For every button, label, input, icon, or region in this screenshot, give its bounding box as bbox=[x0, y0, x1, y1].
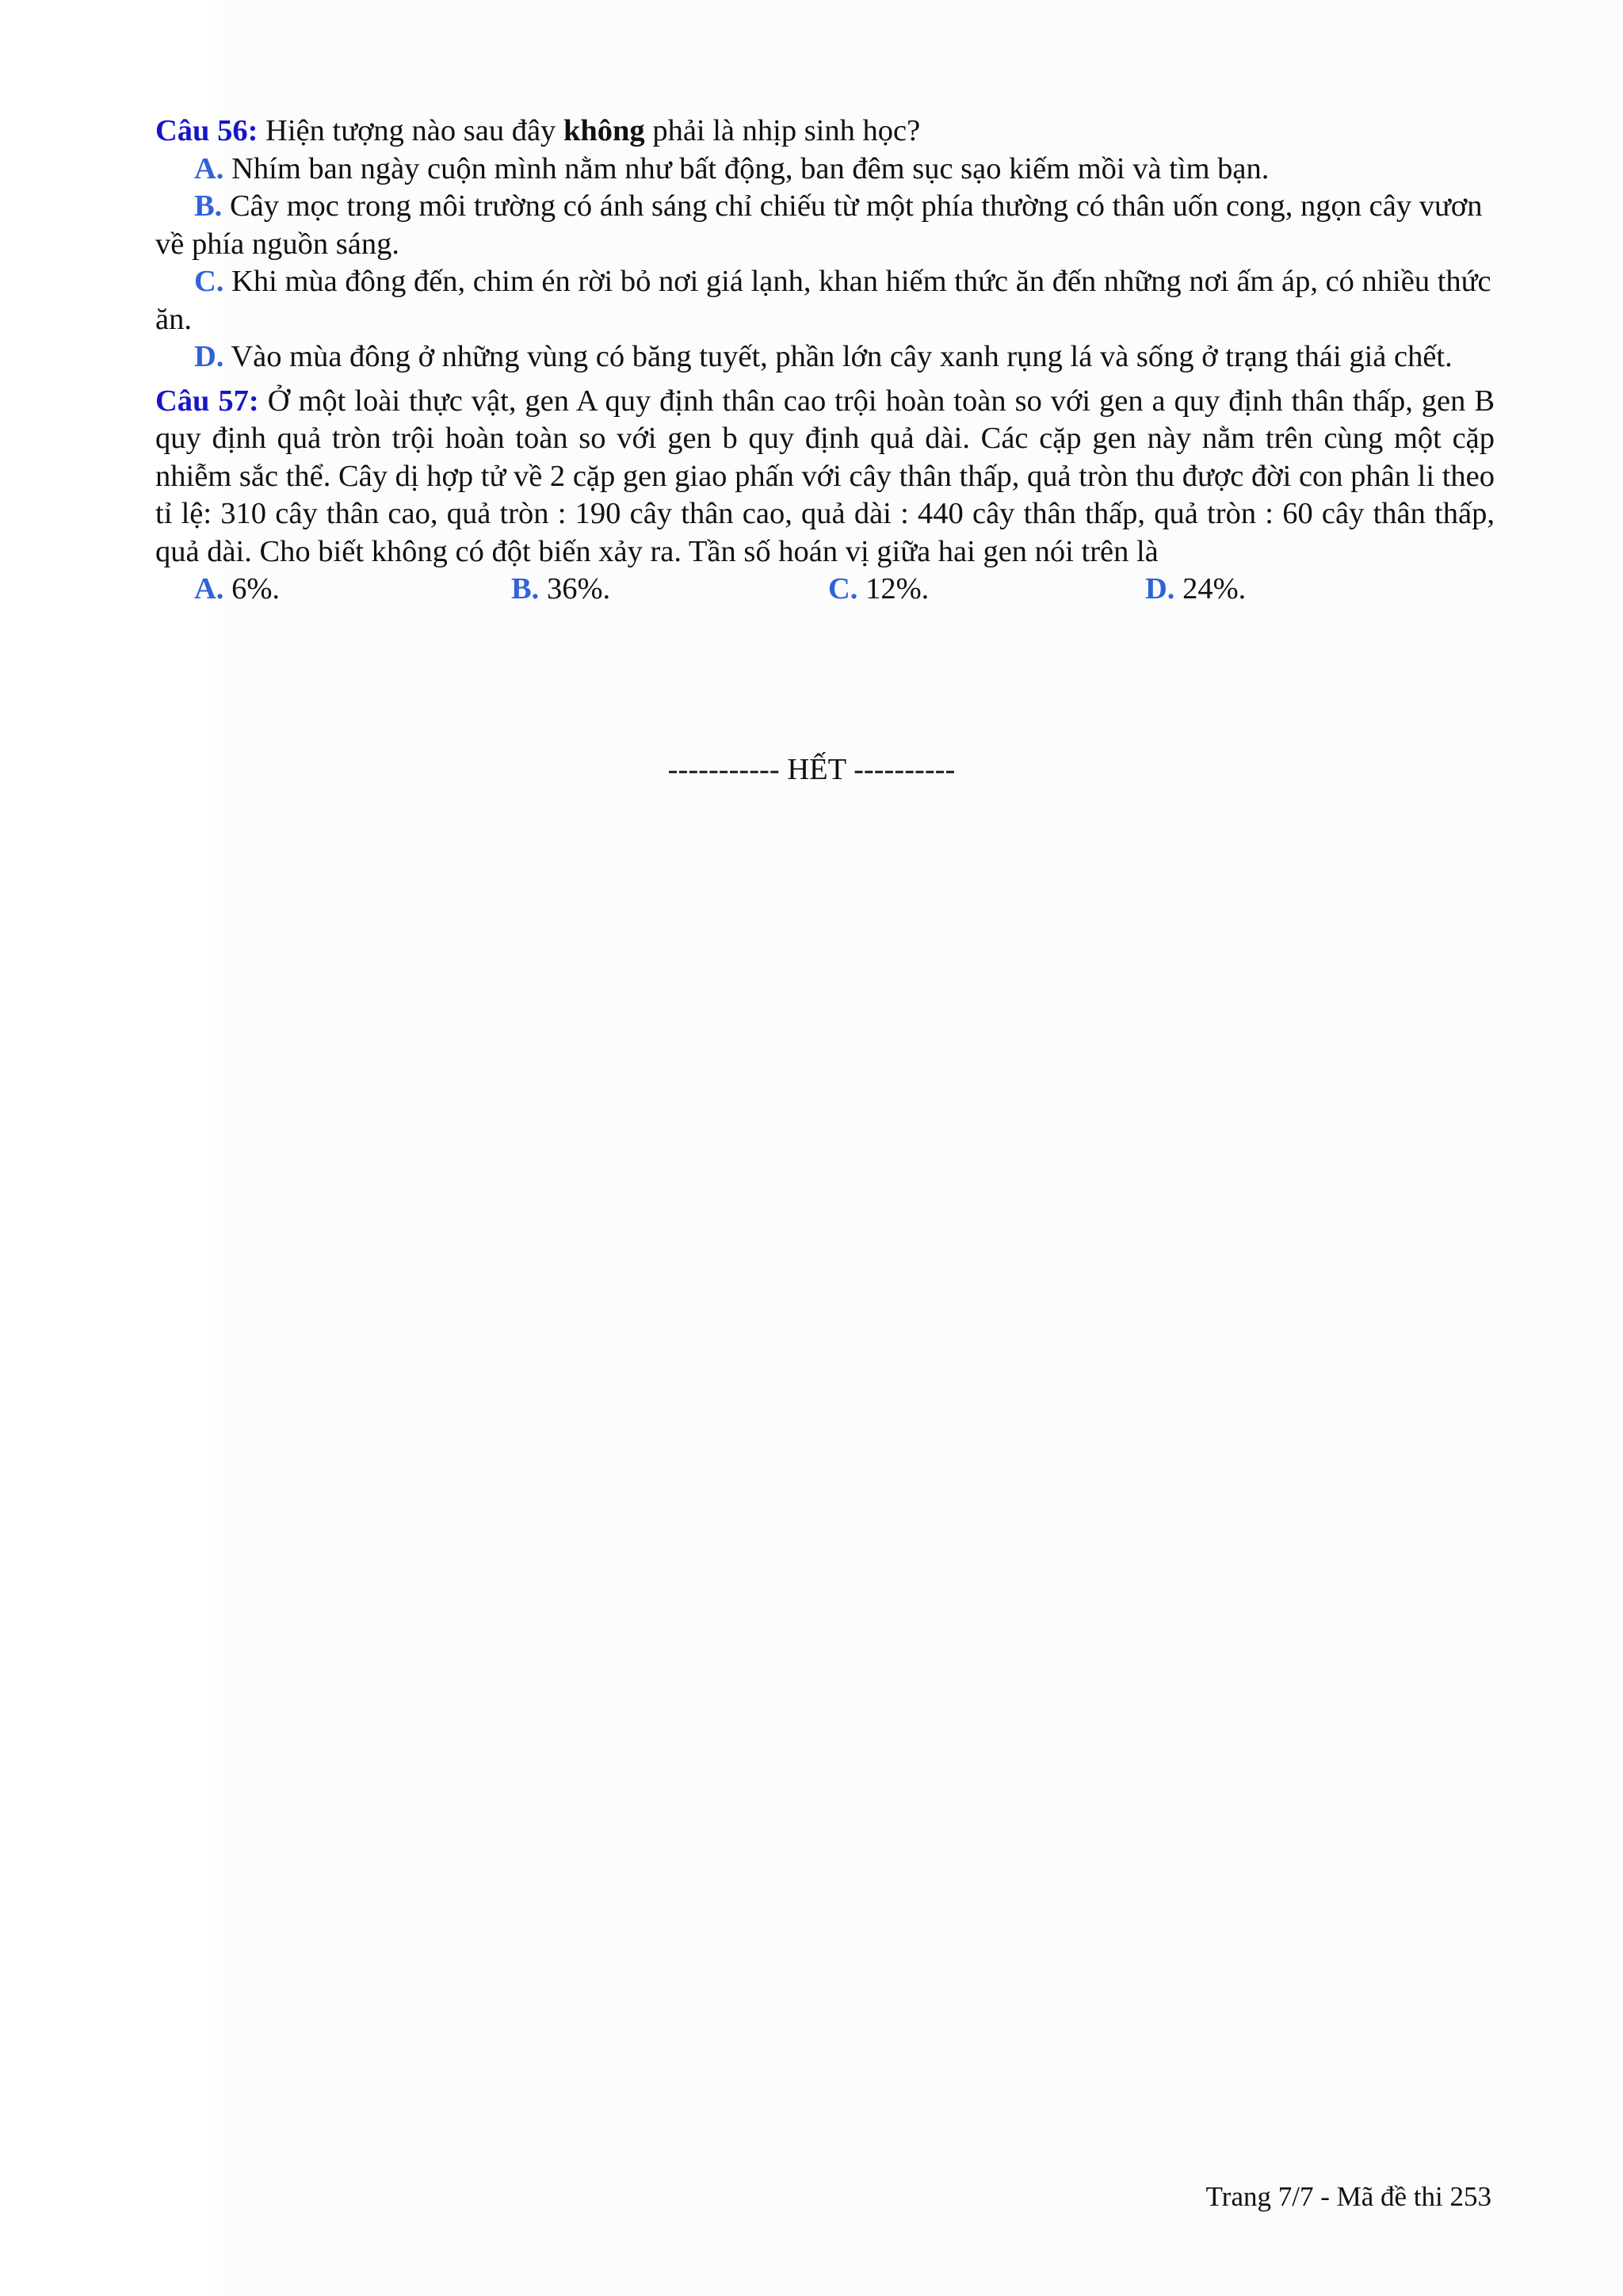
option-text: Khi mùa đông đến, chim én rời bỏ nơi giá lạnh, khan hiếm thức ăn đến những nơi ấm áp, có nhiều thức ăn. bbox=[155, 265, 1491, 336]
question-57-stem-text: Ở một loài thực vật, gen A quy định thân cao trội hoàn toàn so với gen a quy định thân thấp, gen B quy định quả tròn trội hoàn toàn so với gen b quy định quả dài. Các cặp gen này nằm trên cùng một cặp nhiễm sắc thể. Cây dị hợp tử về 2 cặp gen giao phấn với cây thân thấp, quả tròn thu được đời con phân li theo tỉ lệ: 310 cây thân cao, quả tròn : 190 cây thân cao, quả dài : 440 cây thân thấp, quả tròn : 60 cây thân thấp, quả dài. Cho biết không có đột biến xảy ra. Tần số hoán vị giữa hai gen nói trên là bbox=[155, 384, 1495, 568]
option-text: Vào mùa đông ở những vùng có băng tuyết, phần lớn cây xanh rụng lá và sống ở trạng thái giả chết. bbox=[231, 340, 1453, 373]
question-57 bbox=[155, 383, 1495, 609]
question-57-option-d bbox=[1145, 571, 1462, 609]
question-56-option-b bbox=[155, 188, 1495, 263]
option-text: 6%. bbox=[231, 572, 281, 606]
option-label: C. bbox=[194, 265, 224, 298]
option-text: 12%. bbox=[865, 572, 930, 606]
option-label: B. bbox=[511, 572, 540, 606]
option-label: D. bbox=[194, 340, 224, 373]
question-56-stem-emphasis: không bbox=[563, 114, 645, 147]
option-text: 36%. bbox=[546, 572, 611, 606]
option-text: Nhím ban ngày cuộn mình nằm như bất động, ban đêm sục sạo kiếm mồi và tìm bạn. bbox=[231, 151, 1270, 185]
option-label: A. bbox=[194, 151, 224, 185]
question-56-option-d bbox=[155, 338, 1495, 376]
question-57-label: Câu 57: bbox=[155, 384, 259, 418]
question-56 bbox=[155, 113, 1495, 376]
question-57-stem bbox=[155, 383, 1495, 571]
question-56-option-c bbox=[155, 263, 1495, 338]
question-57-option-b bbox=[511, 571, 828, 609]
page-footer: Trang 7/7 - Mã đề thi 253 bbox=[1205, 2181, 1491, 2212]
option-label: D. bbox=[1145, 572, 1175, 606]
question-56-stem bbox=[155, 113, 1495, 151]
option-text: 24%. bbox=[1182, 572, 1247, 606]
option-label: C. bbox=[828, 572, 858, 606]
option-label: B. bbox=[194, 189, 223, 223]
exam-content bbox=[155, 113, 1495, 609]
question-56-label: Câu 56: bbox=[155, 114, 258, 147]
option-label: A. bbox=[194, 572, 224, 606]
question-57-answers bbox=[155, 571, 1495, 609]
question-56-stem-post: phải là nhịp sinh học? bbox=[652, 114, 921, 147]
question-57-option-a bbox=[194, 571, 511, 609]
question-56-option-a bbox=[155, 151, 1495, 189]
end-marker: ----------- HẾT ---------- bbox=[667, 753, 956, 786]
option-text: Cây mọc trong môi trường có ánh sáng chỉ chiếu từ một phía thường có thân uốn cong, ngọn cây vươn về phía nguồn sáng. bbox=[155, 189, 1483, 261]
question-56-stem-pre: Hiện tượng nào sau đây bbox=[265, 114, 556, 147]
question-57-option-c bbox=[828, 571, 1145, 609]
